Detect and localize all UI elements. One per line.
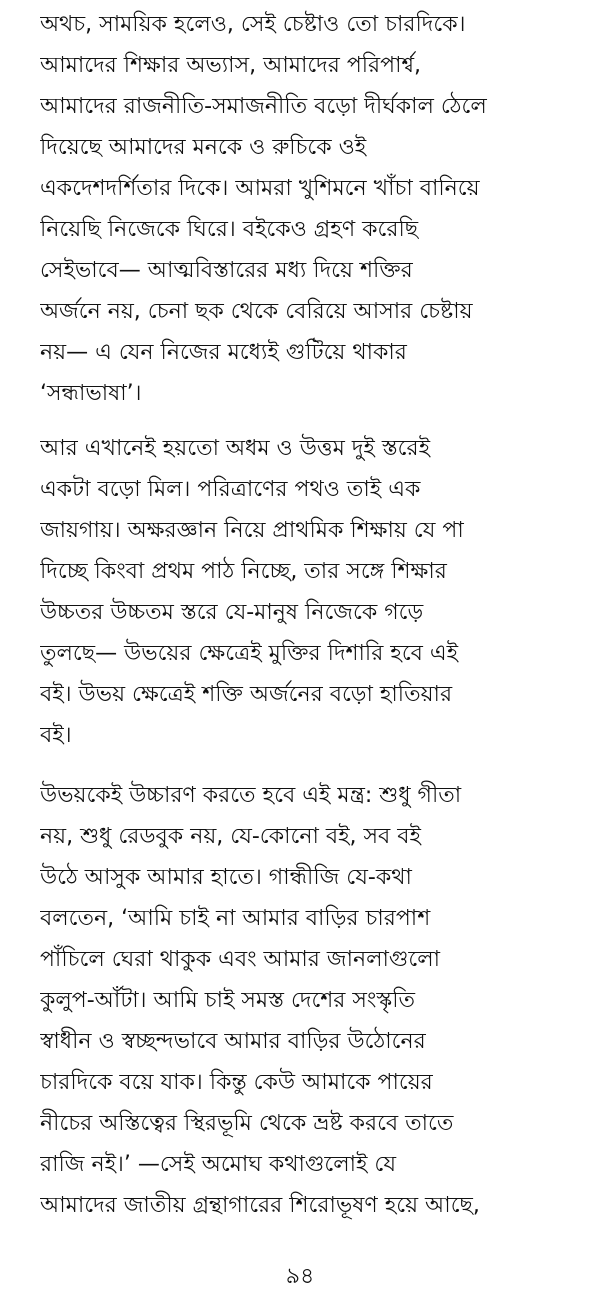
- text-line: আমাদের জাতীয় গ্রন্থাগারের শিরোভূষণ হয়ে আছে,: [40, 1193, 480, 1218]
- text-line: আমাদের রাজনীতি-সমাজনীতি বড়ো দীর্ঘকাল ঠেলে: [40, 94, 487, 119]
- text-line: সেইভাবে— আত্মবিস্তারের মধ্য দিয়ে শক্তির: [40, 258, 413, 283]
- text-line: বই। উভয় ক্ষেত্রেই শক্তি অর্জনের বড়ো হাতিয়ার: [40, 682, 453, 707]
- text-line: দিয়েছে আমাদের মনকে ও রুচিকে ওই: [40, 135, 367, 160]
- text-line: স্বাধীন ও স্বচ্ছন্দভাবে আমার বাড়ির উঠোনের: [40, 1029, 426, 1054]
- text-line: বলতেন, ‘আমি চাই না আমার বাড়ির চারপাশ: [40, 906, 431, 931]
- text-line: ‘সন্ধাভাষা’।: [40, 381, 142, 406]
- text-line: অর্জনে নয়, চেনা ছক থেকে বেরিয়ে আসার চেষ্টায়: [40, 299, 473, 324]
- text-line: জায়গায়। অক্ষরজ্ঞান নিয়ে প্রাথমিক শিক্ষায় যে পা: [40, 518, 464, 543]
- text-line: উচ্চতর উচ্চতম স্তরে যে-মানুষ নিজেকে গড়ে: [40, 600, 424, 625]
- text-line: একদেশদর্শিতার দিকে। আমরা খুশিমনে খাঁচা বানিয়ে: [40, 176, 480, 201]
- text-line: আর এখানেই হয়তো অধম ও উত্তম দুই স্তরেই: [40, 436, 431, 461]
- text-line: নিয়েছি নিজেকে ঘিরে। বইকেও গ্রহণ করেছি: [40, 217, 419, 242]
- text-line: উঠে আসুক আমার হাতে। গান্ধীজি যে-কথা: [40, 865, 412, 890]
- text-line: নয়— এ যেন নিজের মধ্যেই গুটিয়ে থাকার: [40, 340, 407, 365]
- text-line: নয়, শুধু রেডবুক নয়, যে-কোনো বই, সব বই: [40, 824, 421, 849]
- text-line: রাজি নই।’ —সেই অমোঘ কথাগুলোই যে: [40, 1152, 397, 1177]
- text-line: অথচ, সাময়িক হলেও, সেই চেষ্টাও তো চারদিকে।: [40, 12, 466, 37]
- text-line: দিচ্ছে কিংবা প্রথম পাঠ নিচ্ছে, তার সঙ্গে শিক্ষার: [40, 559, 447, 584]
- text-line: আমাদের শিক্ষার অভ্যাস, আমাদের পরিপার্শ্ব,: [40, 53, 422, 78]
- text-line: উভয়কেই উচ্চারণ করতে হবে এই মন্ত্র: শুধু গীতা: [40, 783, 462, 808]
- text-line: বই।: [40, 723, 72, 748]
- text-line: কুলুপ-আঁটা। আমি চাই সমস্ত দেশের সংস্কৃতি: [40, 988, 416, 1013]
- text-line: একটা বড়ো মিল। পরিত্রাণের পথও তাই এক: [40, 477, 421, 502]
- text-line: পাঁচিলে ঘেরা থাকুক এবং আমার জানলাগুলো: [40, 947, 440, 972]
- text-line: নীচের অস্তিত্বের স্থিরভূমি থেকে ভ্রষ্ট করবে তাতে: [40, 1111, 454, 1136]
- text-line: তুলছে— উভয়ের ক্ষেত্রেই মুক্তির দিশারি হবে এই: [40, 641, 459, 666]
- text-line: চারদিকে বয়ে যাক। কিন্তু কেউ আমাকে পায়ের: [40, 1070, 433, 1095]
- page-number: ৯৪: [285, 1264, 315, 1289]
